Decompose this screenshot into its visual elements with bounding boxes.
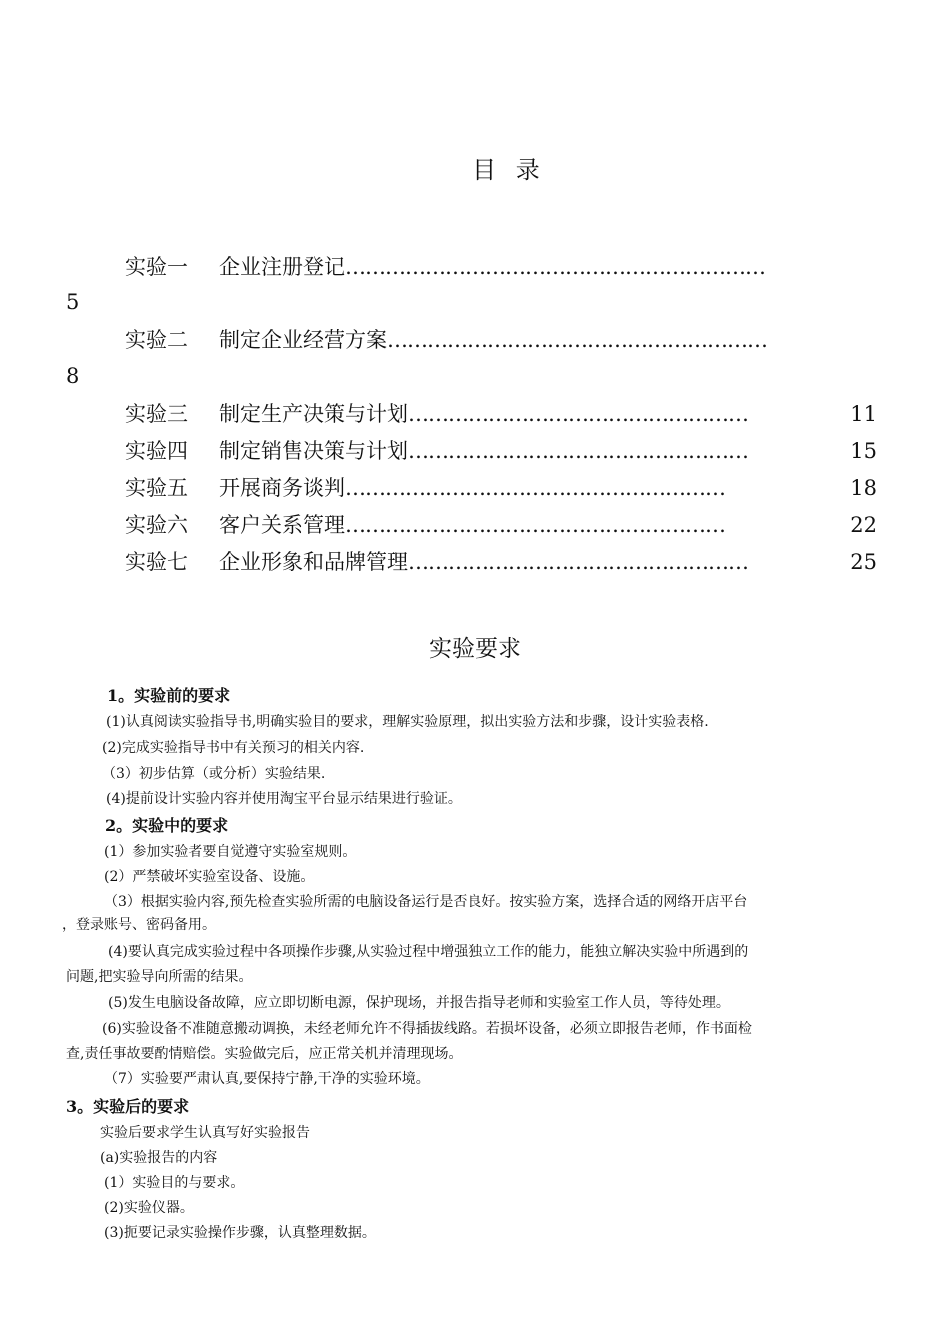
- paragraph: (2)实验仪器。: [104, 1200, 194, 1216]
- paragraph: ，登录账号、密码备用。: [62, 917, 216, 933]
- paragraph: (3)扼要记录实验操作步骤，认真整理数据。: [104, 1225, 376, 1241]
- paragraph: （3）根据实验内容,预先检查实验所需的电脑设备运行是否良好。按实验方案，选择合适的网络开店平台: [104, 894, 748, 910]
- toc-leader-dots: ……………………………………………: [408, 402, 748, 426]
- toc-entry-number: 实验四: [125, 439, 188, 463]
- toc-entry-number: 实验二: [125, 328, 188, 352]
- toc-entry-page: 25: [850, 550, 877, 574]
- section-title: 实验要求: [429, 636, 521, 662]
- paragraph: （3）初步估算（或分析）实验结果.: [102, 766, 326, 782]
- toc-entry-name: 开展商务谈判: [219, 476, 345, 500]
- toc-entry-number: 实验五: [125, 476, 188, 500]
- paragraph: (1)认真阅读实验指导书,明确实验目的要求，理解实验原理，拟出实验方法和步骤，设计实验表格.: [106, 714, 709, 730]
- section-heading: 2。实验中的要求: [105, 816, 229, 835]
- toc-entry[interactable]: [125, 510, 877, 540]
- toc-entry[interactable]: [125, 473, 877, 503]
- toc-leader-dots: ……………………………………………: [408, 550, 748, 574]
- toc-leader-dots: ………………………………………………………: [345, 255, 765, 279]
- paragraph: (5)发生电脑设备故障，应立即切断电源，保护现场，并报告指导老师和实验室工作人员，等待处理。: [108, 995, 730, 1011]
- toc-entry[interactable]: [125, 547, 877, 577]
- paragraph: 问题,把实验导向所需的结果。: [66, 969, 253, 985]
- toc-entry-number: 实验六: [125, 513, 188, 537]
- paragraph: (6)实验设备不准随意搬动调换，未经老师允许不得插拔线路。若损坏设备，必须立即报告老师，作书面检: [102, 1021, 752, 1037]
- toc-leader-dots: …………………………………………………: [345, 476, 725, 500]
- section-heading: 1。实验前的要求: [107, 686, 231, 705]
- toc-entry-name: 制定生产决策与计划: [219, 402, 408, 426]
- toc-leader-dots: …………………………………………………: [387, 328, 767, 352]
- toc-entry-page: 5: [66, 290, 80, 314]
- toc-entry[interactable]: [125, 399, 877, 429]
- paragraph: (1）实验目的与要求。: [104, 1175, 245, 1191]
- toc-entry-name: 制定企业经营方案: [219, 328, 387, 352]
- toc-entry-page: 22: [850, 513, 877, 537]
- paragraph: (1）参加实验者要自觉遵守实验室规则。: [104, 844, 357, 860]
- toc-entry-name: 客户关系管理: [219, 513, 345, 537]
- toc-title: 目 录: [472, 156, 546, 184]
- paragraph: (4)要认真完成实验过程中各项操作步骤,从实验过程中增强独立工作的能力，能独立解决实验中所遇到的: [108, 944, 749, 960]
- toc-entry-page: 15: [850, 439, 877, 463]
- section-heading: 3。实验后的要求: [66, 1097, 190, 1116]
- toc-leader-dots: …………………………………………………: [345, 513, 725, 537]
- toc-leader-dots: ……………………………………………: [408, 439, 748, 463]
- paragraph: 实验后要求学生认真写好实验报告: [100, 1125, 310, 1141]
- toc-entry[interactable]: [125, 325, 877, 355]
- toc-entry-page: 18: [850, 476, 877, 500]
- paragraph: (2)完成实验指导书中有关预习的相关内容.: [102, 740, 365, 756]
- toc-entry-page: 8: [66, 364, 80, 388]
- toc-entry-number: 实验一: [125, 255, 188, 279]
- toc-entry-number: 实验七: [125, 550, 188, 574]
- toc-entry-name: 企业注册登记: [219, 255, 345, 279]
- toc-entry-name: 企业形象和品牌管理: [219, 550, 408, 574]
- toc-entry-name: 制定销售决策与计划: [219, 439, 408, 463]
- paragraph: (a)实验报告的内容: [100, 1150, 218, 1166]
- paragraph: (2）严禁破坏实验室设备、设施。: [104, 869, 315, 885]
- paragraph: （7）实验要严肃认真,要保持宁静,干净的实验环境。: [104, 1071, 430, 1087]
- toc-entry[interactable]: [125, 252, 877, 282]
- paragraph: (4)提前设计实验内容并使用淘宝平台显示结果进行验证。: [106, 791, 462, 807]
- toc-entry[interactable]: [125, 436, 877, 466]
- paragraph: 查,责任事故要酌情赔偿。实验做完后，应正常关机并清理现场。: [66, 1046, 463, 1062]
- toc-entry-page: 11: [850, 402, 877, 426]
- toc-entry-number: 实验三: [125, 402, 188, 426]
